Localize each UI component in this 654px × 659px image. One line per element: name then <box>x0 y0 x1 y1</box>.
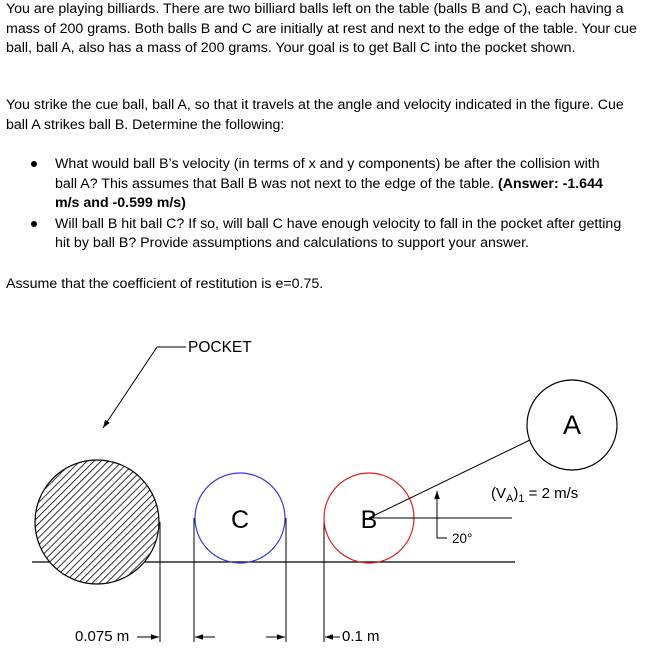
gap-dimension-label: 0.1 m <box>342 628 380 645</box>
ball-a-label: A <box>562 410 582 440</box>
billiards-figure <box>0 300 654 659</box>
question-item <box>0 215 625 254</box>
question-text: What would ball B’s velocity (in terms of x and y components) be after the collision with ball A? This assumes that Ball B was not next to the edge of the table. <box>55 156 600 192</box>
question-text: Will ball B hit ball C? If so, will ball C have enough velocity to fall in the pocket after getting hit by ball B? Provide assumptions and calculations to support your answer. <box>55 215 622 251</box>
bullet-icon <box>31 161 37 167</box>
angle-label-leader <box>437 521 447 538</box>
answer-text: (Answer: -1.644 m/s and -0.599 m/s) <box>55 175 603 211</box>
ball-c-label: C <box>230 506 250 534</box>
restitution-note: Assume that the coefficient of restitution is e=0.75. <box>6 276 324 292</box>
ball-b-label: B <box>360 506 378 534</box>
pocket-leader-arrow <box>103 347 157 428</box>
velocity-line <box>369 440 530 518</box>
question-item <box>0 155 625 214</box>
angle-label: 20° <box>452 531 473 546</box>
problem-setup: You strike the cue ball, ball A, so that it travels at the angle and velocity indicated in the figure. Cue ball A strikes ball B. Determine the following: <box>6 97 624 133</box>
velocity-label: $(V_A)_1 = 2$ m/s <box>491 485 579 505</box>
pocket-label: POCKET <box>188 339 252 356</box>
pocket-dimension-label: 0.075 m <box>75 628 130 645</box>
bullet-icon <box>31 221 37 227</box>
pocket-circle <box>35 460 159 584</box>
question-list <box>0 155 650 254</box>
problem-intro: You are playing billiards. There are two billiard balls left on the table (balls B and C), each having a mass of 200 grams. Both balls B and C are initially at rest and next to the edge of the table. Your cue ball, ball A, also has a mass of 200 grams. Your goal is to get Ball C into the pocket shown. <box>6 1 637 56</box>
